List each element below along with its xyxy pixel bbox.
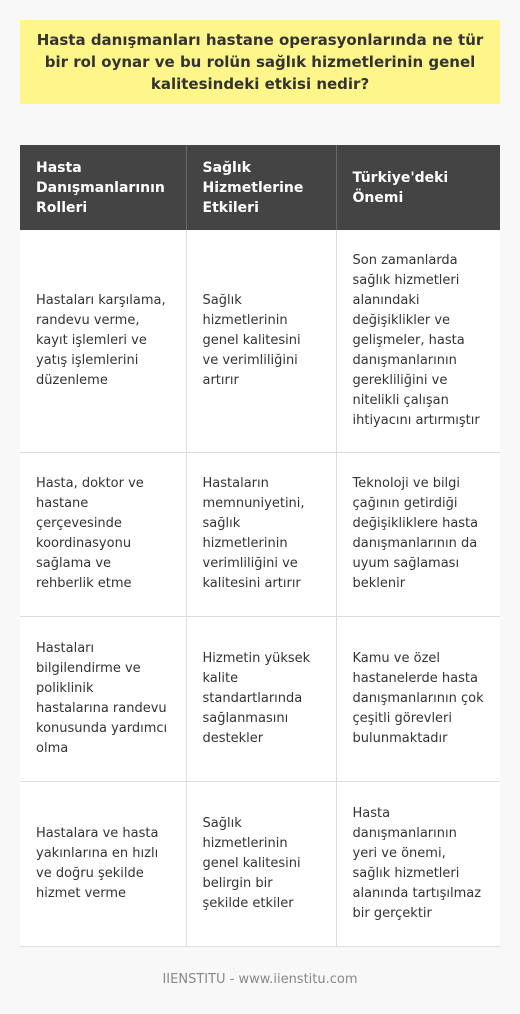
table-cell-importance: Teknoloji ve bilgi çağının getirdiği değişikliklere hasta danışmanlarının da uyum sağlaması beklenir — [336, 452, 500, 616]
table-cell-role: Hastaları bilgilendirme ve poliklinik hastalarına randevu konusunda yardımcı olma — [20, 616, 186, 781]
table-cell-importance: Kamu ve özel hastanelerde hasta danışmanlarının çok çeşitli görevleri bulunmaktadır — [336, 616, 500, 781]
table-row — [20, 452, 500, 616]
table-cell-effect: Sağlık hizmetlerinin genel kalitesini ve verimliliğini artırır — [186, 230, 336, 452]
column-header-importance: Türkiye'deki Önemi — [336, 145, 500, 230]
table-row — [20, 230, 500, 452]
table-row — [20, 781, 500, 946]
column-header-effects: Sağlık Hizmetlerine Etkileri — [186, 145, 336, 230]
table-row — [20, 616, 500, 781]
table-header-row — [20, 145, 500, 230]
table-cell-role: Hastalara ve hasta yakınlarına en hızlı ve doğru şekilde hizmet verme — [20, 781, 186, 946]
table-cell-effect: Hastaların memnuniyetini, sağlık hizmetlerinin verimliliğini ve kalitesini artırır — [186, 452, 336, 616]
table-cell-role: Hasta, doktor ve hastane çerçevesinde koordinasyonu sağlama ve rehberlik etme — [20, 452, 186, 616]
column-header-roles: Hasta Danışmanlarının Rolleri — [20, 145, 186, 230]
info-table — [20, 145, 500, 947]
table-cell-importance: Son zamanlarda sağlık hizmetleri alanındaki değişiklikler ve gelişmeler, hasta danışmanlarının gerekliliğini ve nitelikli çalışan ihtiyacını artırmıştır — [336, 230, 500, 452]
table-cell-role: Hastaları karşılama, randevu verme, kayıt işlemleri ve yatış işlemlerini düzenleme — [20, 230, 186, 452]
table-cell-importance: Hasta danışmanlarının yeri ve önemi, sağlık hizmetleri alanında tartışılmaz bir gerçektir — [336, 781, 500, 946]
table-cell-effect: Sağlık hizmetlerinin genel kalitesini belirgin bir şekilde etkiler — [186, 781, 336, 946]
table-cell-effect: Hizmetin yüksek kalite standartlarında sağlanmasını destekler — [186, 616, 336, 781]
question-title: Hasta danışmanları hastane operasyonlarında ne tür bir rol oynar ve bu rolün sağlık hizmetlerinin genel kalitesindeki etkisi nedir? — [36, 31, 484, 93]
footer-credit: IIENSTITU - www.iienstitu.com — [162, 972, 358, 987]
question-box — [20, 20, 500, 104]
info-table-container — [20, 145, 500, 947]
